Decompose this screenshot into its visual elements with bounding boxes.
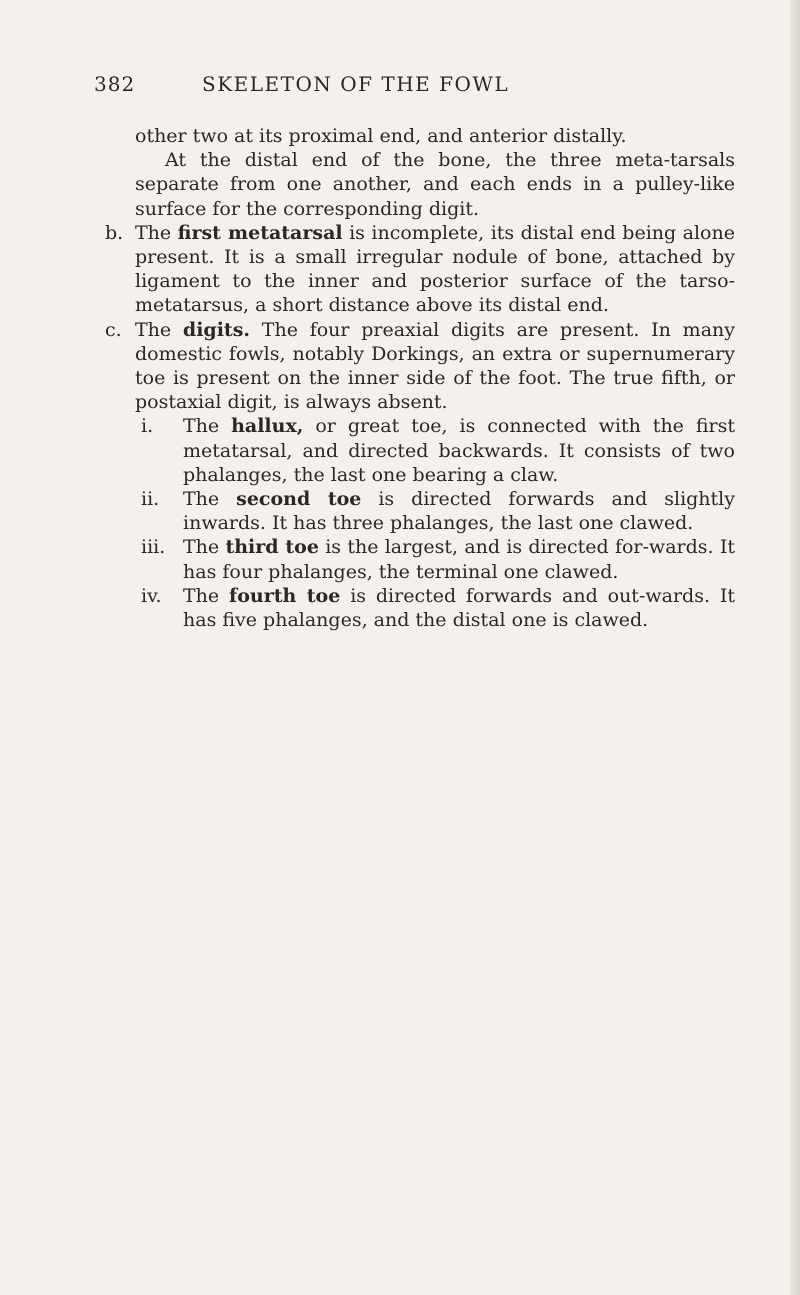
body-text	[105, 124, 736, 632]
digit-term: third toe	[225, 536, 319, 559]
digit-lead-word: The	[183, 536, 220, 559]
item-c-digits	[105, 318, 735, 415]
digit-lead-word: The	[183, 415, 220, 438]
digit-text: is directed forwards and out-wards. It has five phalanges, and the distal one is clawed.	[183, 584, 736, 632]
item-term: digits.	[182, 318, 251, 341]
digit-text: or great toe, is connected with the first metatarsal, and directed backwards. It consists of two phalanges, the last one bearing a claw.	[183, 415, 735, 486]
digit-fourth-toe	[141, 584, 736, 632]
paragraph-continuation: other two at its proximal end, and anterior distally.	[135, 125, 627, 147]
digit-term: second toe	[236, 488, 362, 511]
item-label: c.	[105, 318, 122, 341]
item-lead-word: The	[135, 318, 172, 341]
digit-second-toe	[141, 487, 735, 535]
item-label: b.	[105, 221, 124, 244]
item-term: first metatarsal	[177, 221, 343, 244]
digit-label: iii.	[141, 536, 166, 559]
item-text: is incomplete, its distal end being alone present. It is a small irregular nodule of bone, attached by ligament to the inner and posterior surface of the tarso-metatarsus, a short distance above its distal end.	[135, 221, 735, 317]
item-text: The four preaxial digits are present. In many domestic fowls, notably Dorkings, an extra or supernumerary toe is present on the inner side of the foot. The true fifth, or postaxial digit, is always absent.	[135, 318, 735, 414]
digit-lead-word: The	[183, 488, 220, 511]
digit-term: fourth toe	[229, 584, 341, 607]
digit-label: ii.	[141, 488, 160, 511]
page-number: 382	[94, 72, 136, 96]
digit-lead-word: The	[183, 584, 220, 607]
digit-label: i.	[141, 415, 154, 438]
digit-third-toe	[141, 535, 735, 583]
page-edge	[790, 0, 800, 1295]
digit-hallux	[141, 414, 735, 487]
page-header	[94, 72, 654, 106]
paragraph-distal-end: At the distal end of the bone, the three meta-tarsals separate from one another, and each ends in a pulley-like surface for the corresponding digit.	[135, 149, 735, 220]
item-b-first-metatarsal	[105, 221, 735, 318]
digit-text: is the largest, and is directed for-wards. It has four phalanges, the terminal one clawed.	[183, 536, 735, 583]
digit-term: hallux,	[231, 415, 304, 438]
digit-label: iv.	[141, 584, 162, 607]
digit-text: is directed forwards and slightly inwards. It has three phalanges, the last one clawed.	[183, 488, 735, 535]
item-lead-word: The	[135, 221, 172, 244]
running-head: SKELETON OF THE FOWL	[202, 72, 510, 96]
